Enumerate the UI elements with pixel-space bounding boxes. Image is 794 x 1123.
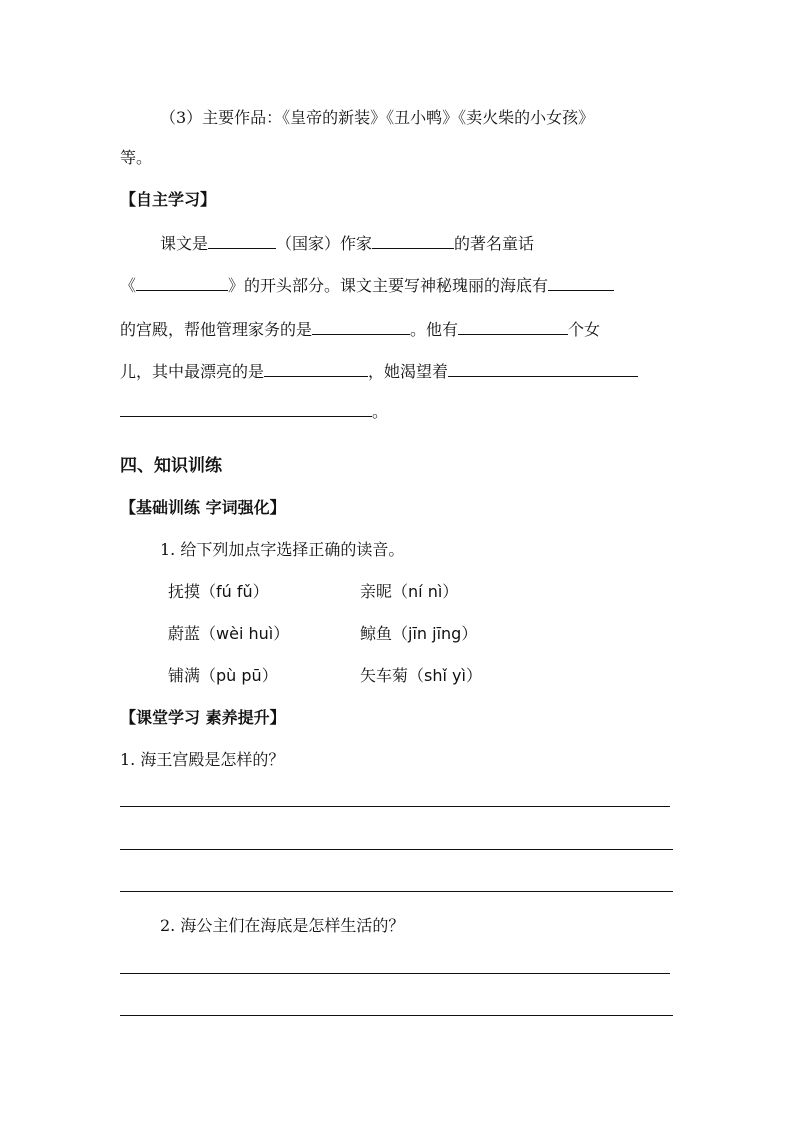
pinyin-choices: （shǐ yì） <box>408 666 482 685</box>
question-1-pinyin: 1. 给下列加点字选择正确的读音。 <box>160 540 405 559</box>
class-question-1: 1. 海王宫殿是怎样的？ <box>120 750 285 769</box>
text-part: ，她渴望着 <box>368 362 449 381</box>
blank-longing-cont[interactable] <box>120 400 372 417</box>
word: 抚摸 <box>168 582 201 601</box>
answer-line[interactable] <box>120 973 670 974</box>
text-part: 的宫殿，帮他管理家务的是 <box>120 320 313 339</box>
word: 亲昵 <box>360 582 393 601</box>
word-item <box>360 582 458 602</box>
answer-line[interactable] <box>120 1015 673 1016</box>
text-part: 。 <box>372 402 389 421</box>
pinyin-choices: （wèi huì） <box>200 624 290 643</box>
word-item <box>168 582 269 602</box>
fill-sentence-1 <box>160 232 534 254</box>
blank-longing[interactable] <box>448 360 638 377</box>
answer-line[interactable] <box>120 806 670 807</box>
self-study-heading: 【自主学习】 <box>120 190 217 209</box>
word-item <box>168 666 278 686</box>
fill-sentence-4 <box>120 360 638 382</box>
works-continued: 等。 <box>120 148 153 167</box>
word: 蔚蓝 <box>168 624 201 643</box>
word-item <box>360 624 477 644</box>
word-item <box>360 666 482 686</box>
blank-prettiest[interactable] <box>264 360 368 377</box>
text-part: 》的开头部分。课文主要写神秘瑰丽的海底有 <box>228 276 549 295</box>
text-part: 。他有 <box>410 320 459 339</box>
class-study-heading: 【课堂学习 素养提升】 <box>120 708 286 727</box>
word: 鲸鱼 <box>360 624 393 643</box>
fill-sentence-2 <box>120 274 614 296</box>
works-line: （3）主要作品：《皇帝的新装》《丑小鸭》《卖火柴的小女孩》 <box>160 108 595 127</box>
text-part: 个女 <box>568 320 601 339</box>
blank-title[interactable] <box>136 274 228 291</box>
text-part: 的著名童话 <box>454 234 535 253</box>
basic-training-heading: 【基础训练 字词强化】 <box>120 498 286 517</box>
word: 铺满 <box>168 666 201 685</box>
fill-sentence-3 <box>120 318 600 340</box>
blank-owner[interactable] <box>548 274 614 291</box>
word: 矢车菊 <box>360 666 409 685</box>
class-question-2: 2. 海公主们在海底是怎样生活的？ <box>160 916 405 935</box>
pinyin-choices: （jīn jīng） <box>392 624 478 643</box>
blank-country[interactable] <box>208 232 276 249</box>
text-part: 《 <box>120 276 137 295</box>
answer-line[interactable] <box>120 849 673 850</box>
text-part: 儿，其中最漂亮的是 <box>120 362 265 381</box>
blank-daughters[interactable] <box>458 318 568 335</box>
text-part: （国家）作家 <box>276 234 373 253</box>
section-title: 四、知识训练 <box>120 456 222 476</box>
answer-line[interactable] <box>120 891 673 892</box>
pinyin-choices: （pù pū） <box>200 666 278 685</box>
pinyin-choices: （ní nì） <box>392 582 459 601</box>
blank-housekeeper[interactable] <box>312 318 410 335</box>
word-item <box>168 624 289 644</box>
text-part: 课文是 <box>160 234 209 253</box>
blank-author[interactable] <box>372 232 454 249</box>
pinyin-choices: （fú fǔ） <box>200 582 269 601</box>
fill-sentence-5 <box>120 400 388 422</box>
